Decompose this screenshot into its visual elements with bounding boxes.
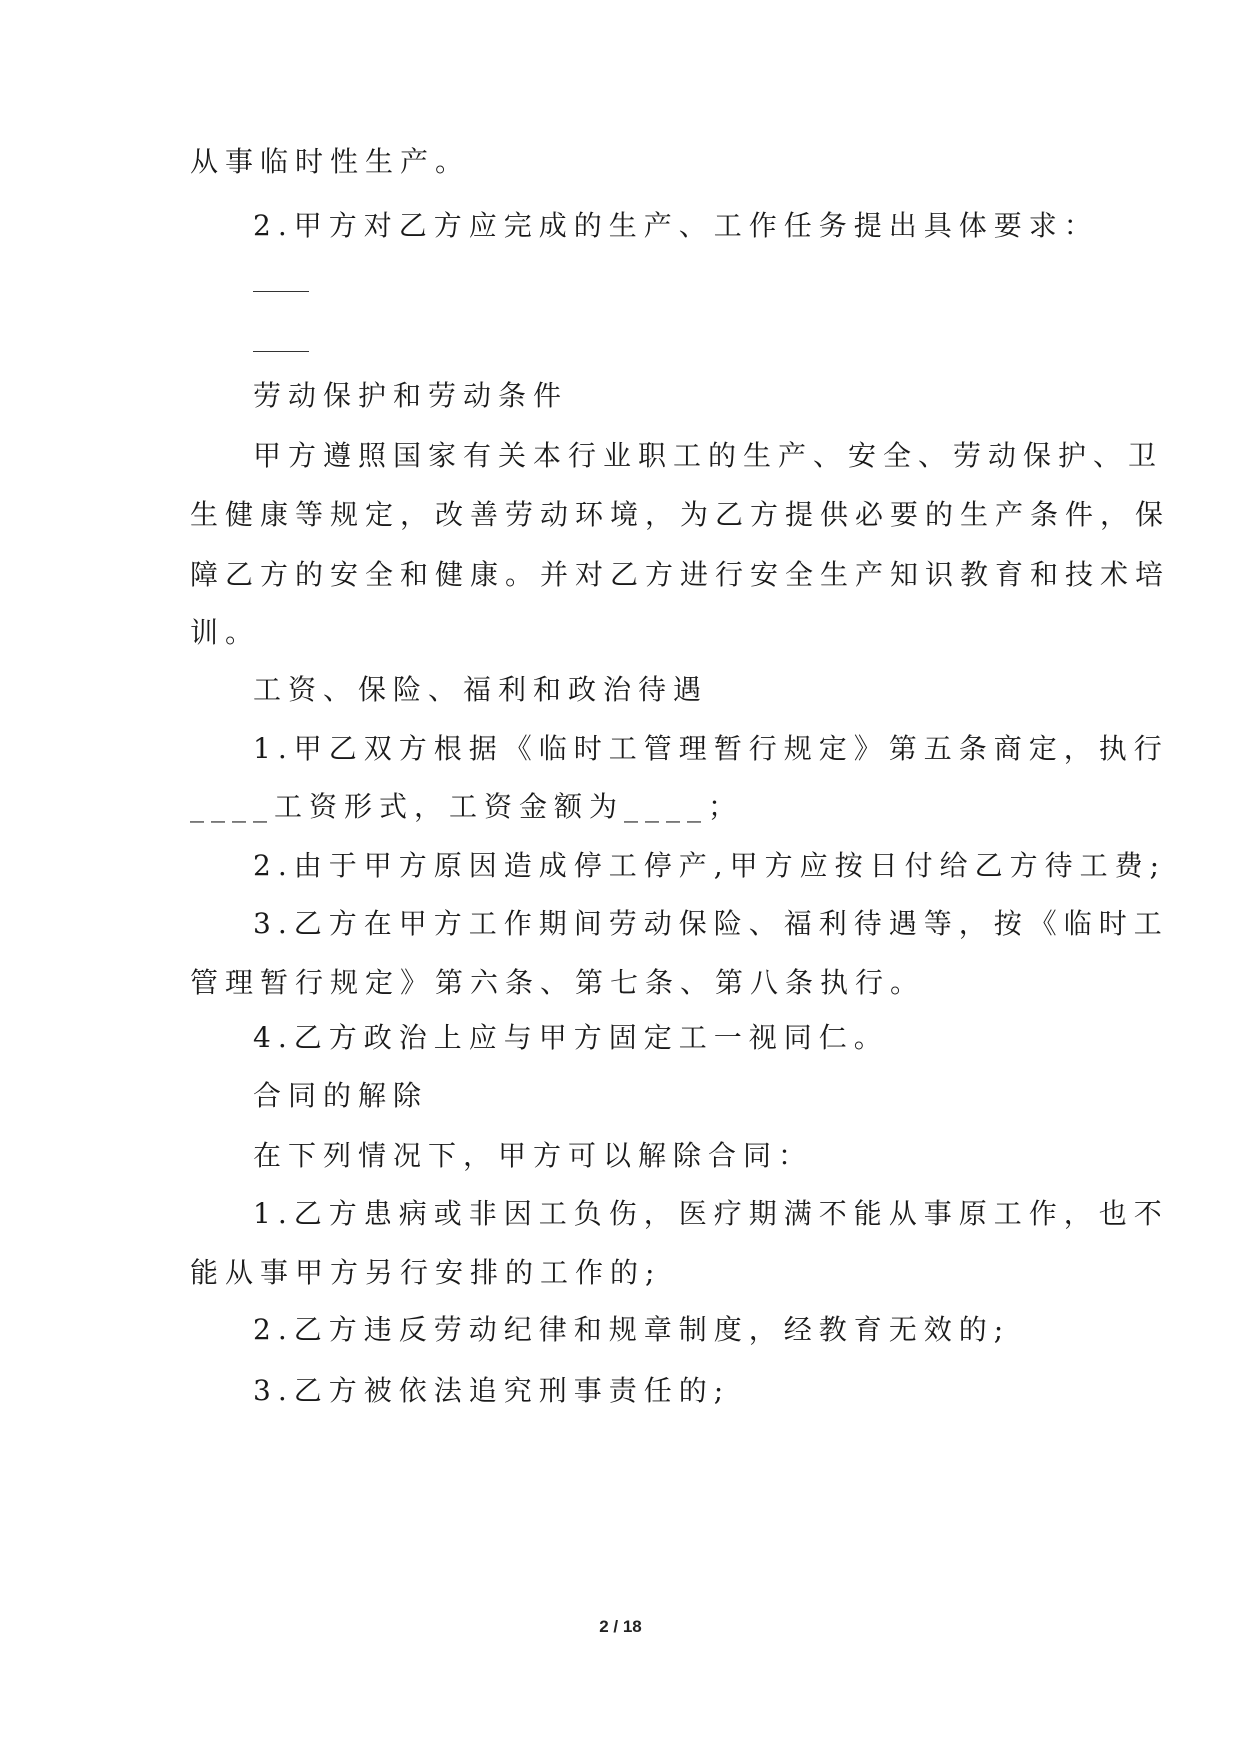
labor-paragraph-line-2: 生健康等规定，改善劳动环境，为乙方提供必要的生产条件，保 xyxy=(190,498,1171,531)
fill-in-blank-1 xyxy=(253,291,309,292)
paragraph-continuation: 从事临时性生产。 xyxy=(190,145,471,178)
wage-clause-1-line-1: 1.甲乙双方根据《临时工管理暂行规定》第五条商定，执行 xyxy=(253,732,1169,765)
page-number: 2 / 18 xyxy=(599,1617,642,1636)
termination-clause-1-line-1: 1.乙方患病或非因工负伤，医疗期满不能从事原工作，也不 xyxy=(253,1197,1169,1230)
termination-clause-1-line-2: 能从事甲方另行安排的工作的; xyxy=(190,1256,662,1289)
wage-clause-2: 2.由于甲方原因造成停工停产,甲方应按日付给乙方待工费; xyxy=(253,849,1167,882)
wage-clause-3-line-1: 3.乙方在甲方工作期间劳动保险、福利待遇等，按《临时工 xyxy=(253,907,1169,940)
section-heading-termination: 合同的解除 xyxy=(253,1079,429,1112)
wage-clause-3-line-2: 管理暂行规定》第六条、第七条、第八条执行。 xyxy=(190,966,926,999)
labor-paragraph-line-3: 障乙方的安全和健康。并对乙方进行安全生产知识教育和技术培 xyxy=(190,558,1171,591)
termination-clause-2: 2.乙方违反劳动纪律和规章制度，经教育无效的; xyxy=(253,1313,1011,1346)
section-heading-labor-protection: 劳动保护和劳动条件 xyxy=(253,379,569,412)
wage-clause-1-line-2: ____工资形式，工资金额为____； xyxy=(190,790,744,823)
fill-in-blank-2 xyxy=(253,351,309,352)
termination-intro: 在下列情况下，甲方可以解除合同： xyxy=(253,1139,814,1172)
clause-2-task-requirements: 2.甲方对乙方应完成的生产、工作任务提出具体要求： xyxy=(253,209,1099,242)
labor-paragraph-line-4: 训。 xyxy=(190,616,261,649)
labor-paragraph-line-1: 甲方遵照国家有关本行业职工的生产、安全、劳动保护、卫 xyxy=(253,439,1164,472)
wage-clause-4: 4.乙方政治上应与甲方固定工一视同仁。 xyxy=(253,1021,889,1054)
section-heading-wages: 工资、保险、福利和政治待遇 xyxy=(253,673,709,706)
termination-clause-3: 3.乙方被依法追究刑事责任的; xyxy=(253,1374,731,1407)
